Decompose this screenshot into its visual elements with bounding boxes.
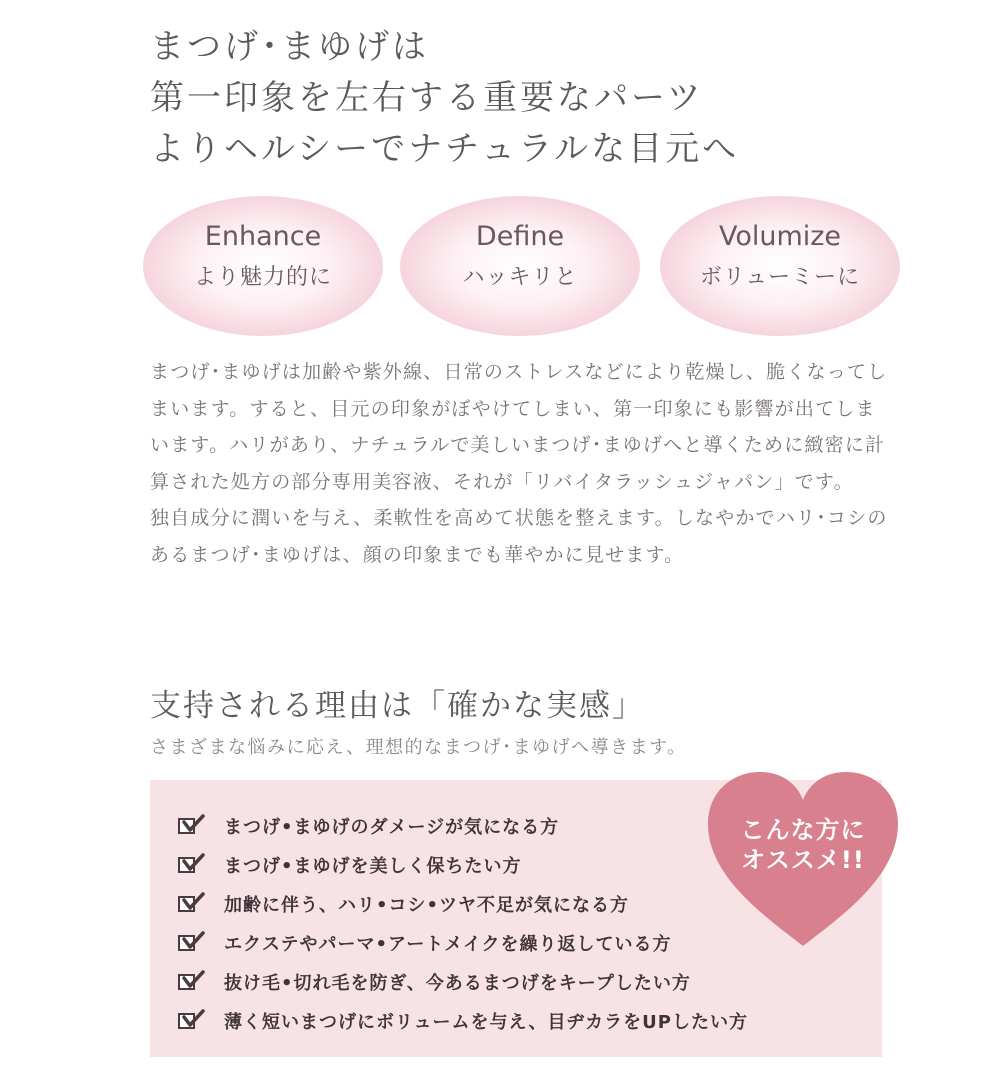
- check-item: [178, 806, 748, 845]
- check-list: [178, 806, 748, 1040]
- checkbox-checked-icon: [178, 894, 202, 914]
- feature-en-label: Enhance: [204, 221, 322, 252]
- feature-jp-label: より魅力的に: [193, 265, 332, 290]
- headline-line-3: よりヘルシーでナチュラルな目元へ: [150, 129, 740, 169]
- badge-line-2: オススメ!!: [741, 846, 865, 874]
- feature-bubble-define: [400, 196, 640, 336]
- checkbox-checked-icon: [178, 933, 202, 953]
- description-paragraph-1: まつげ･まゆげは加齢や紫外線、日常のストレスなどにより乾燥し、脆くなってしまいます。すると、目元の印象がぼやけてしまい、第一印象にも影響が出てしまいます。ハリがあり、ナチュラルで美しいまつげ･まゆげへと導くために緻密に計算された処方の部分専用美容液、それが「リバイタラッシュジャパン」です。: [150, 361, 888, 493]
- check-item: [178, 884, 748, 923]
- description-paragraph-2: 独自成分に潤いを与え、柔軟性を高めて状態を整えます。しなやかでハリ･コシのあるまつげ･まゆげは、顔の印象までも華やかに見せます。: [150, 507, 888, 566]
- feature-jp-label: ボリューミーに: [699, 265, 861, 290]
- checkbox-checked-icon: [178, 972, 202, 992]
- reason-title: 支持される理由は「確かな実感」: [150, 688, 645, 724]
- feature-en-label: Define: [475, 221, 565, 252]
- check-item: [178, 923, 748, 962]
- feature-bubble-enhance: [143, 196, 383, 336]
- check-item-label: 薄く短いまつげにボリュームを与え、目ヂカラをUPしたい方: [224, 1011, 748, 1033]
- check-item: [178, 1001, 748, 1040]
- reason-subtitle: さまざまな悩みに応え、理想的なまつげ･まゆげへ導きます。: [150, 737, 687, 758]
- checkbox-checked-icon: [178, 855, 202, 875]
- check-item-label: まつげ•まゆげを美しく保ちたい方: [224, 855, 522, 877]
- feature-jp-label: ハッキリと: [462, 265, 578, 290]
- headline: [150, 22, 739, 175]
- check-item-label: 抜け毛•切れ毛を防ぎ、今あるまつげをキープしたい方: [224, 972, 691, 994]
- badge-line-1: こんな方に: [740, 816, 866, 844]
- headline-line-1: まつげ･まゆげは: [150, 27, 429, 67]
- check-item-label: まつげ•まゆげのダメージが気になる方: [224, 816, 560, 838]
- recommend-badge: [702, 815, 904, 875]
- check-item-label: 加齢に伴う、ハリ•コシ•ツヤ不足が気になる方: [224, 894, 630, 916]
- feature-bubble-volumize: [660, 196, 900, 336]
- check-item-label: エクステやパーマ•アートメイクを繰り返している方: [224, 933, 672, 955]
- feature-en-label: Volumize: [718, 221, 842, 252]
- checkbox-checked-icon: [178, 816, 202, 836]
- description: [150, 354, 890, 574]
- check-item: [178, 962, 748, 1001]
- check-item: [178, 845, 748, 884]
- checkbox-checked-icon: [178, 1011, 202, 1031]
- headline-line-2: 第一印象を左右する重要なパーツ: [150, 78, 704, 118]
